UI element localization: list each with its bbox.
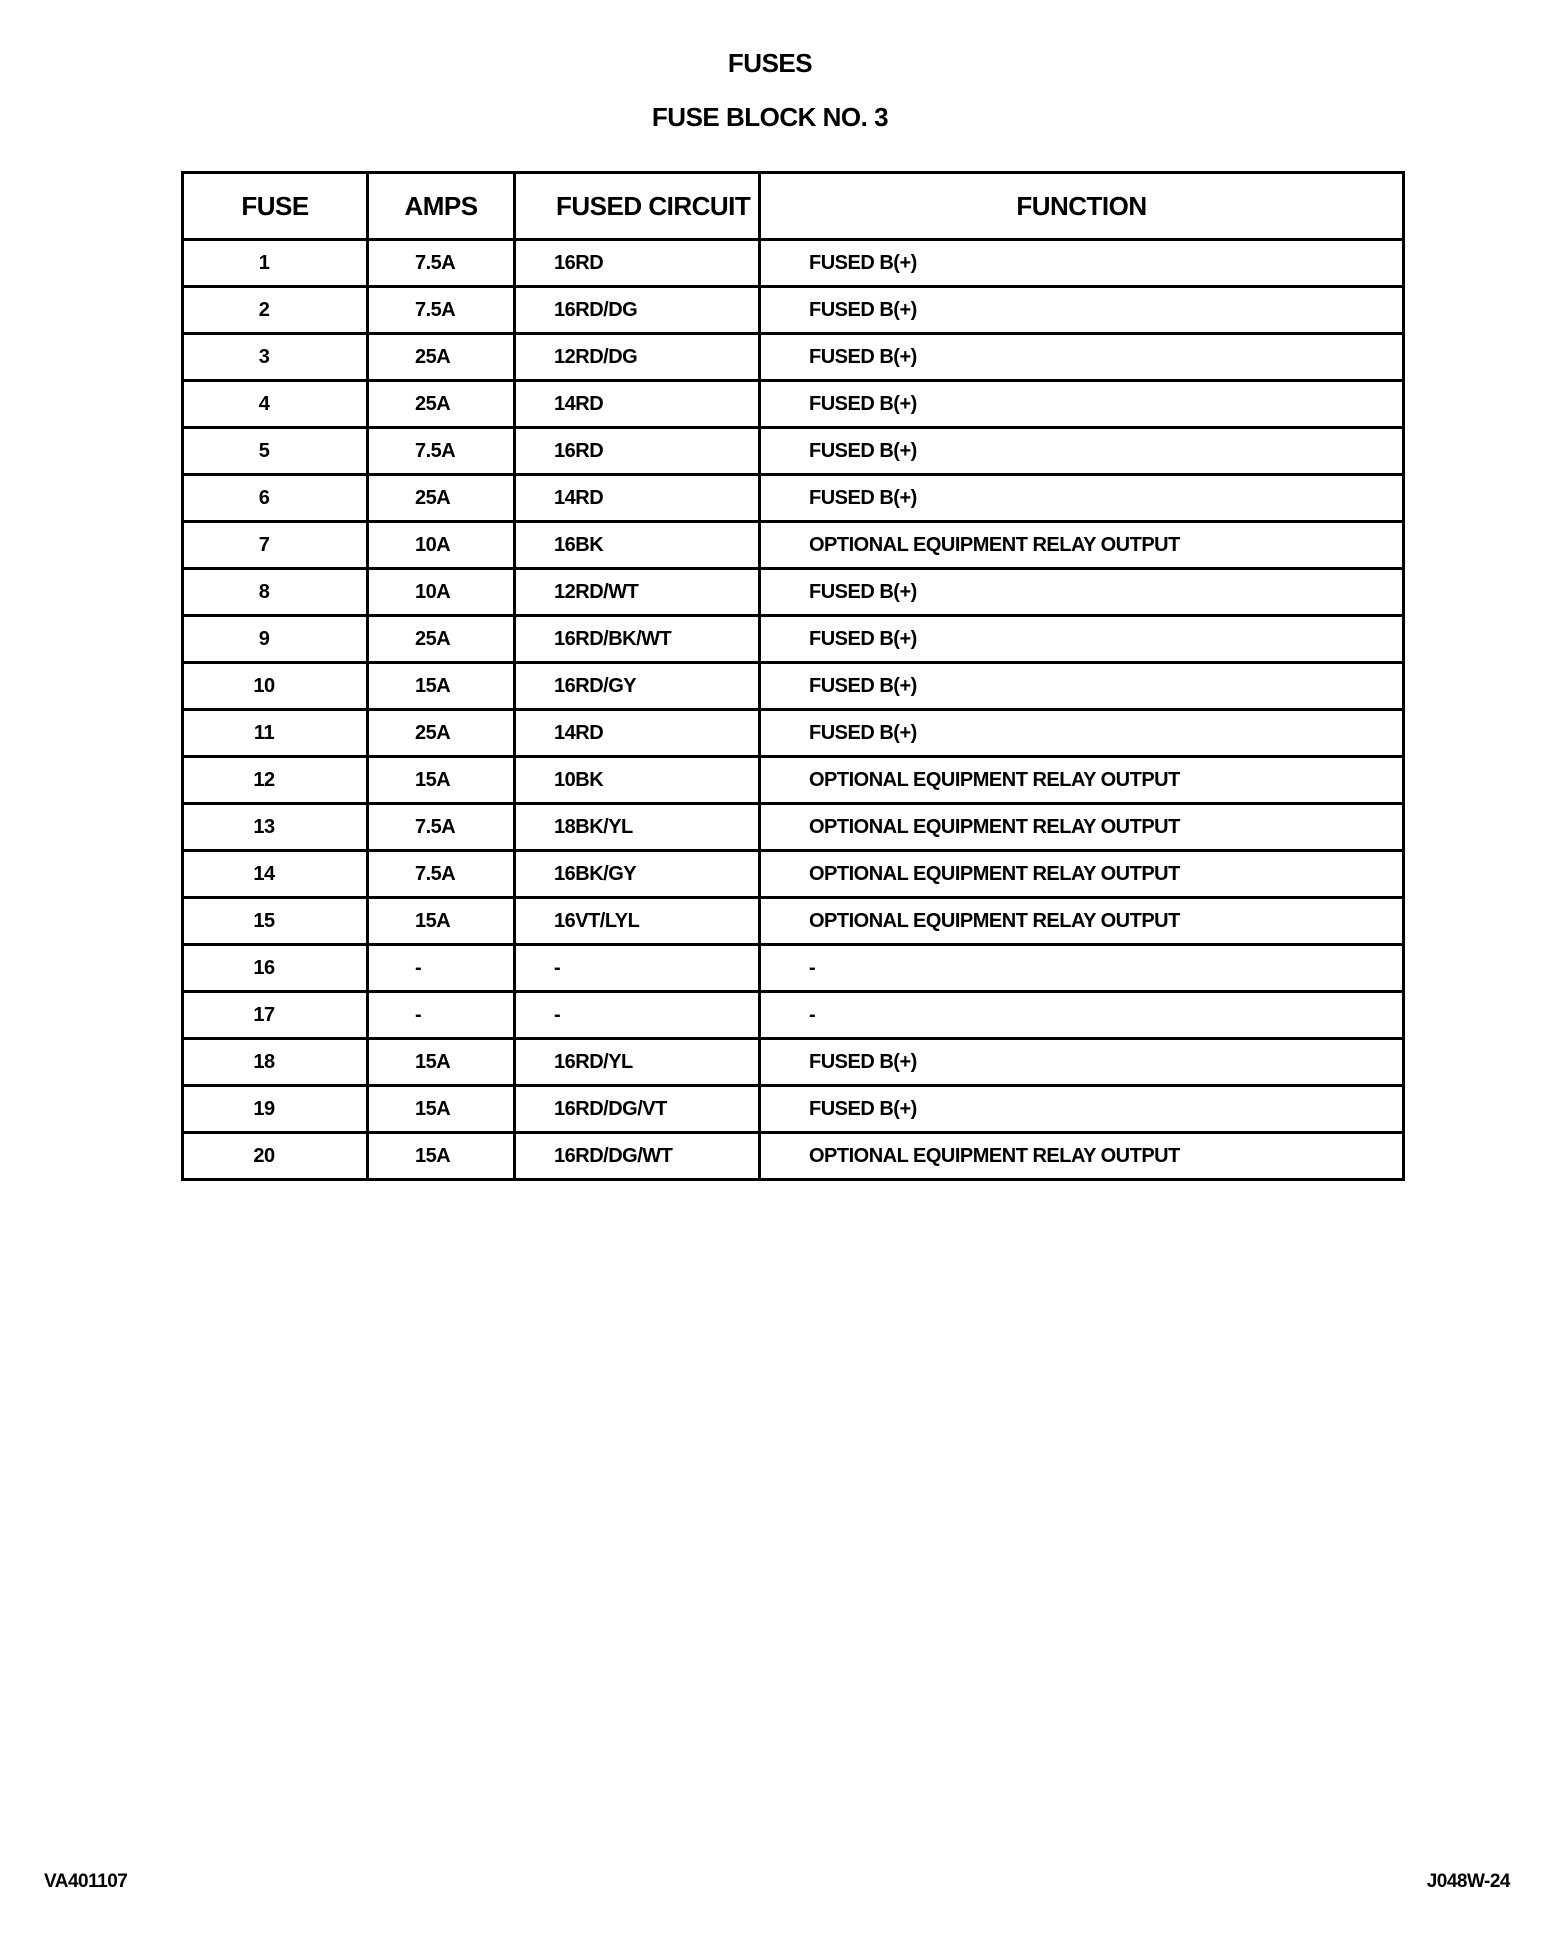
cell-function: FUSED B(+) bbox=[760, 428, 1404, 475]
cell-fuse: 5 bbox=[183, 428, 368, 475]
cell-fused-circuit: 16RD/DG/WT bbox=[515, 1133, 760, 1180]
cell-function: OPTIONAL EQUIPMENT RELAY OUTPUT bbox=[760, 522, 1404, 569]
cell-fused-circuit: 16RD/DG bbox=[515, 287, 760, 334]
cell-amps: 15A bbox=[368, 898, 515, 945]
table-row bbox=[183, 616, 1404, 663]
cell-fuse: 10 bbox=[183, 663, 368, 710]
cell-fused-circuit: 16RD/DG/VT bbox=[515, 1086, 760, 1133]
table-row bbox=[183, 334, 1404, 381]
table-row bbox=[183, 710, 1404, 757]
table-row bbox=[183, 804, 1404, 851]
cell-fuse: 17 bbox=[183, 992, 368, 1039]
cell-fuse: 3 bbox=[183, 334, 368, 381]
header-amps: AMPS bbox=[368, 173, 515, 240]
page-subtitle: FUSE BLOCK NO. 3 bbox=[651, 102, 889, 132]
cell-fuse: 14 bbox=[183, 851, 368, 898]
cell-amps: 10A bbox=[368, 522, 515, 569]
table-row bbox=[183, 1133, 1404, 1180]
table-row bbox=[183, 240, 1404, 287]
table-row bbox=[183, 663, 1404, 710]
cell-amps: 7.5A bbox=[368, 428, 515, 475]
cell-fuse: 9 bbox=[183, 616, 368, 663]
page-title: FUSES bbox=[727, 48, 813, 78]
cell-amps: 25A bbox=[368, 381, 515, 428]
cell-fuse: 13 bbox=[183, 804, 368, 851]
cell-function: FUSED B(+) bbox=[760, 240, 1404, 287]
table-row bbox=[183, 1086, 1404, 1133]
cell-fused-circuit: 10BK bbox=[515, 757, 760, 804]
cell-fused-circuit: 14RD bbox=[515, 475, 760, 522]
cell-fused-circuit: 16BK bbox=[515, 522, 760, 569]
cell-fuse: 19 bbox=[183, 1086, 368, 1133]
cell-fused-circuit: 16RD/BK/WT bbox=[515, 616, 760, 663]
cell-function: FUSED B(+) bbox=[760, 569, 1404, 616]
cell-fused-circuit: - bbox=[515, 945, 760, 992]
cell-amps: - bbox=[368, 945, 515, 992]
cell-function: OPTIONAL EQUIPMENT RELAY OUTPUT bbox=[760, 804, 1404, 851]
cell-function: FUSED B(+) bbox=[760, 616, 1404, 663]
header-function: FUNCTION bbox=[760, 173, 1404, 240]
cell-fuse: 1 bbox=[183, 240, 368, 287]
cell-function: FUSED B(+) bbox=[760, 381, 1404, 428]
figure-id-left: VA401107 bbox=[44, 1871, 128, 1892]
table-row bbox=[183, 757, 1404, 804]
table-row bbox=[183, 428, 1404, 475]
cell-fused-circuit: 12RD/DG bbox=[515, 334, 760, 381]
cell-fuse: 6 bbox=[183, 475, 368, 522]
cell-fused-circuit: 16RD bbox=[515, 240, 760, 287]
cell-fused-circuit: 12RD/WT bbox=[515, 569, 760, 616]
table-row bbox=[183, 898, 1404, 945]
cell-amps: 7.5A bbox=[368, 851, 515, 898]
cell-fuse: 4 bbox=[183, 381, 368, 428]
table-row bbox=[183, 522, 1404, 569]
cell-function: FUSED B(+) bbox=[760, 663, 1404, 710]
cell-amps: 7.5A bbox=[368, 287, 515, 334]
cell-amps: 25A bbox=[368, 475, 515, 522]
cell-function: FUSED B(+) bbox=[760, 334, 1404, 381]
cell-fused-circuit: - bbox=[515, 992, 760, 1039]
cell-function: OPTIONAL EQUIPMENT RELAY OUTPUT bbox=[760, 757, 1404, 804]
cell-amps: 15A bbox=[368, 1086, 515, 1133]
cell-fused-circuit: 16RD bbox=[515, 428, 760, 475]
cell-fused-circuit: 18BK/YL bbox=[515, 804, 760, 851]
cell-amps: 25A bbox=[368, 334, 515, 381]
cell-amps: 7.5A bbox=[368, 240, 515, 287]
cell-function: FUSED B(+) bbox=[760, 1086, 1404, 1133]
cell-fuse: 8 bbox=[183, 569, 368, 616]
cell-function: OPTIONAL EQUIPMENT RELAY OUTPUT bbox=[760, 898, 1404, 945]
cell-fuse: 7 bbox=[183, 522, 368, 569]
cell-amps: 10A bbox=[368, 569, 515, 616]
cell-fused-circuit: 14RD bbox=[515, 710, 760, 757]
cell-amps: 25A bbox=[368, 710, 515, 757]
cell-fuse: 15 bbox=[183, 898, 368, 945]
table-header-row bbox=[183, 173, 1404, 240]
table-row bbox=[183, 851, 1404, 898]
table-row bbox=[183, 287, 1404, 334]
cell-fuse: 11 bbox=[183, 710, 368, 757]
cell-amps: 15A bbox=[368, 1133, 515, 1180]
cell-amps: 15A bbox=[368, 1039, 515, 1086]
cell-function: FUSED B(+) bbox=[760, 1039, 1404, 1086]
cell-fuse: 12 bbox=[183, 757, 368, 804]
cell-function: FUSED B(+) bbox=[760, 475, 1404, 522]
cell-fused-circuit: 16VT/LYL bbox=[515, 898, 760, 945]
header-fuse: FUSE bbox=[183, 173, 368, 240]
cell-function: FUSED B(+) bbox=[760, 287, 1404, 334]
cell-fuse: 16 bbox=[183, 945, 368, 992]
figure-id-right: J048W-24 bbox=[1426, 1871, 1510, 1892]
cell-function: OPTIONAL EQUIPMENT RELAY OUTPUT bbox=[760, 1133, 1404, 1180]
cell-function: OPTIONAL EQUIPMENT RELAY OUTPUT bbox=[760, 851, 1404, 898]
cell-function: - bbox=[760, 992, 1404, 1039]
table-row bbox=[183, 381, 1404, 428]
table-row bbox=[183, 1039, 1404, 1086]
cell-fused-circuit: 16RD/YL bbox=[515, 1039, 760, 1086]
table-row bbox=[183, 569, 1404, 616]
cell-fused-circuit: 16BK/GY bbox=[515, 851, 760, 898]
fuse-table bbox=[181, 171, 1405, 1181]
cell-fuse: 2 bbox=[183, 287, 368, 334]
cell-amps: - bbox=[368, 992, 515, 1039]
cell-function: - bbox=[760, 945, 1404, 992]
cell-amps: 25A bbox=[368, 616, 515, 663]
table-row bbox=[183, 992, 1404, 1039]
cell-fused-circuit: 16RD/GY bbox=[515, 663, 760, 710]
cell-amps: 15A bbox=[368, 663, 515, 710]
cell-fuse: 18 bbox=[183, 1039, 368, 1086]
cell-amps: 7.5A bbox=[368, 804, 515, 851]
header-fused-circuit: FUSED CIRCUIT bbox=[515, 173, 760, 240]
cell-amps: 15A bbox=[368, 757, 515, 804]
cell-fuse: 20 bbox=[183, 1133, 368, 1180]
cell-fused-circuit: 14RD bbox=[515, 381, 760, 428]
table-row bbox=[183, 475, 1404, 522]
cell-function: FUSED B(+) bbox=[760, 710, 1404, 757]
table-row bbox=[183, 945, 1404, 992]
